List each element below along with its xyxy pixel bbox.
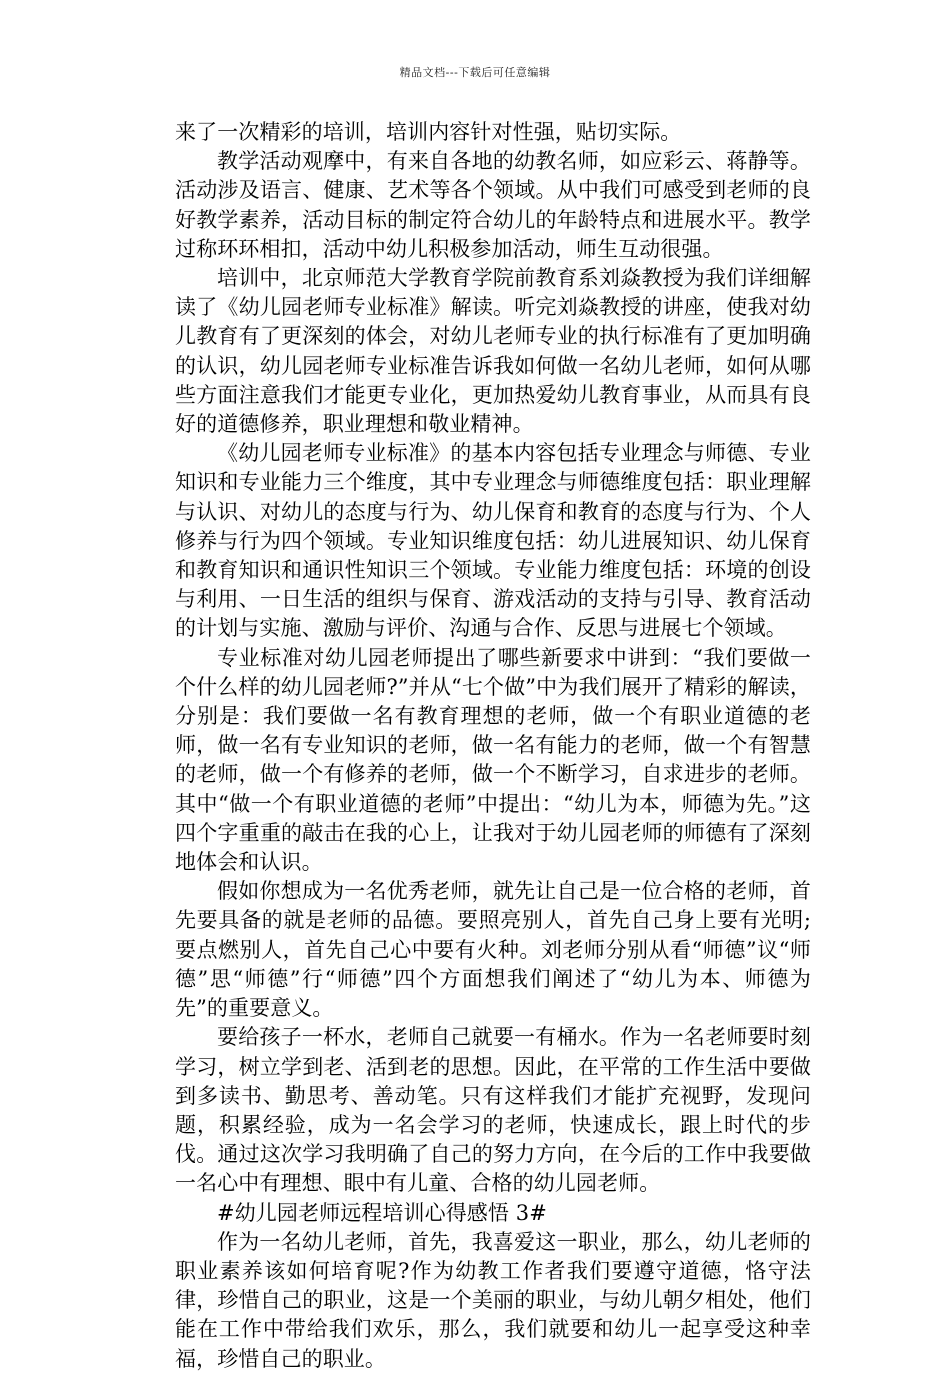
- document-body: [175, 118, 811, 1374]
- paragraph-teaching-observation: 教学活动观摩中，有来自各地的幼教名师，如应彩云、蒋静等。活动涉及语言、健康、艺术等各个领域。从中我们可感受到老师的良好教学素养，活动目标的制定符合幼儿的年龄特点和进展水平。教学过称环环相扣，活动中幼儿积极参加活动，师生互动很强。: [175, 149, 811, 261]
- paragraph-continued-intro: 来了一次精彩的培训，培训内容针对性强，贴切实际。: [175, 120, 682, 144]
- paragraph-new-requirements: 专业标准对幼儿园老师提出了哪些新要求中讲到：“我们要做一个什么样的幼儿园老师?”并从“七个做”中为我们展开了精彩的解读，分别是：我们要做一名有教育理想的老师，做一个有职业道德的老师，做一名有专业知识的老师，做一名有能力的老师，做一个有智慧的老师，做一个有修养的老师，做一个不断学习，自求进步的老师。其中“做一个有职业道德的老师”中提出：“幼儿为本，师德为先。”这四个字重重的敲击在我的心上，让我对于幼儿园老师的师德有了深刻地体会和认识。: [175, 645, 811, 875]
- paragraph-lifelong-learning: 要给孩子一杯水，老师自己就要一有桶水。作为一名老师要时刻学习，树立学到老、活到老的思想。因此，在平常的工作生活中要做到多读书、勤思考、善动笔。只有这样我们才能扩充视野，发现问题，积累经验，成为一名会学习的老师，快速成长，跟上时代的步伐。通过这次学习我明确了自己的努力方向，在今后的工作中我要做一名心中有理想、眼中有儿童、合格的幼儿园老师。: [175, 1025, 811, 1196]
- page-header: 精品文档---下载后可任意编辑: [399, 66, 551, 79]
- paragraph-professional-standard: 《幼儿园老师专业标准》的基本内容包括专业理念与师德、专业知识和专业能力三个维度，其中专业理念与师德维度包括：职业理解与认识、对幼儿的态度与行为、幼儿保育和教育的态度与行为、个人修养与行为四个领域。专业知识维度包括：幼儿进展知识、幼儿保育和教育知识和通识性知识三个领域。专业能力维度包括：环境的创设与利用、一日生活的组织与保育、游戏活动的支持与引导、教育活动的计划与实施、激励与评价、沟通与合作、反思与进展七个领域。: [175, 441, 811, 641]
- paragraph-teacher-ethics: 假如你想成为一名优秀老师，就先让自己是一位合格的老师，首先要具备的就是老师的品德。要照亮别人，首先自己身上要有光明;要点燃别人，首先自己心中要有火种。刘老师分别从看“师德”议“师德”思“师德”行“师德”四个方面想我们阐述了“幼儿为本、师德为先”的重要意义。: [175, 879, 811, 1021]
- section-heading: #幼儿园老师远程培训心得感悟 3#: [217, 1200, 547, 1225]
- paragraph-training-lecture: 培训中，北京师范大学教育学院前教育系刘焱教授为我们详细解读了《幼儿园老师专业标准》解读。听完刘焱教授的讲座，使我对幼儿教育有了更深刻的体会，对幼儿老师专业的执行标准有了更加明确的认识，幼儿园老师专业标准告诉我如何做一名幼儿老师，如何从哪些方面注意我们才能更专业化，更加热爱幼儿教育事业，从而具有良好的道德修养，职业理想和敬业精神。: [175, 266, 811, 437]
- paragraph-professional-quality: 作为一名幼儿老师，首先，我喜爱这一职业，那么，幼儿老师的职业素养该如何培育呢?作为幼教工作者我们要遵守道德，恪守法律，珍惜自己的职业，这是一个美丽的职业，与幼儿朝夕相处，他们能在工作中带给我们欢乐，那么，我们就要和幼儿一起享受这种幸福，珍惜自己的职业。: [175, 1229, 811, 1371]
